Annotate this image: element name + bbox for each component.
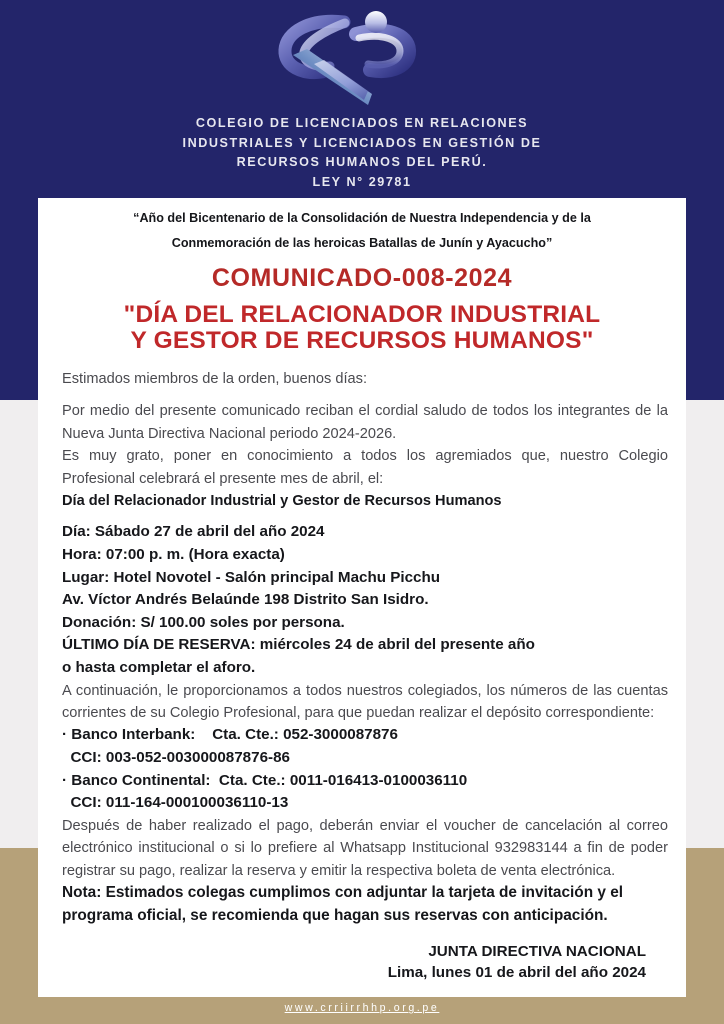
paragraph-celebration: Es muy grato, poner en conocimiento a todos los agremiados que, nuestro Colegio Profesional celebrará el presente mes de abril, el:: [62, 448, 668, 487]
detail-reservation-deadline: ÚLTIMO DÍA DE RESERVA: miércoles 24 de abril del presente año: [62, 636, 535, 654]
announcement-card: [38, 198, 686, 997]
paragraph-accounts-intro: A continuación, le proporcionamos a todos nuestros colegiados, los números de las cuentas corrientes de su Colegio Profesional, para que puedan realizar el depósito correspondiente:: [62, 682, 668, 721]
title-line-1: "DÍA DEL RELACIONADOR INDUSTRIAL: [123, 301, 601, 328]
bank-interbank-account: · Banco Interbank: Cta. Cte.: 052-3000087876: [62, 726, 398, 744]
spacer: [62, 512, 668, 521]
bank-continental-account: · Banco Continental: Cta. Cte.: 0011-016413-0100036110: [62, 771, 468, 789]
organization-law-number: LEY N° 29781: [312, 174, 412, 189]
footer-website-url[interactable]: www.crriirrhhp.org.pe: [284, 1002, 440, 1014]
poster-header: [0, 0, 724, 198]
organization-name: [0, 114, 724, 192]
signature-block: [62, 941, 668, 983]
signature-date: Lima, lunes 01 de abril del año 2024: [387, 964, 646, 982]
quote-line-1: “Año del Bicentenario de la Consolidación de Nuestra Independencia y de la: [133, 211, 591, 225]
note-text: Nota: Estimados colegas cumplimos con adjuntar la tarjeta de invitación y el programa oficial, se recomienda que hagan sus reservas con anticipación.: [62, 884, 624, 924]
signature-board: JUNTA DIRECTIVA NACIONAL: [428, 943, 646, 961]
bank-accounts-list: [62, 724, 668, 814]
title-line-2: Y GESTOR DE RECURSOS HUMANOS": [130, 327, 594, 354]
detail-capacity-note: o hasta completar el aforo.: [62, 659, 256, 676]
org-line-3: RECURSOS HUMANOS DEL PERÚ.: [236, 155, 488, 169]
bank-interbank-cci: CCI: 003-052-003000087876-86: [62, 749, 290, 766]
detail-address: Av. Víctor Andrés Belaúnde 198 Distrito San Isidro.: [62, 591, 429, 609]
detail-day: Día: Sábado 27 de abril del año 2024: [62, 523, 325, 541]
page-title: [52, 302, 672, 354]
comunicado-number: COMUNICADO-008-2024: [211, 264, 513, 292]
org-line-2: INDUSTRIALES Y LICENCIADOS EN GESTIÓN DE: [182, 135, 542, 150]
detail-venue: Lugar: Hotel Novotel - Salón principal Machu Picchu: [62, 568, 441, 586]
event-name: Día del Relacionador Industrial y Gestor de Recursos Humanos: [62, 493, 502, 510]
detail-time: Hora: 07:00 p. m. (Hora exacta): [62, 546, 285, 564]
quote-line-2: Conmemoración de las heroicas Batallas de Junín y Ayacucho”: [171, 236, 553, 250]
bicentennial-quote: [52, 206, 672, 256]
detail-donation: Donación: S/ 100.00 soles por persona.: [62, 613, 345, 631]
org-line-1: COLEGIO DE LICENCIADOS EN RELACIONES: [195, 116, 529, 130]
bank-continental-cci: CCI: 011-164-000100036110-13: [62, 794, 289, 812]
event-details-list: [62, 521, 668, 679]
paragraph-payment-instructions: Después de haber realizado el pago, deberán enviar el voucher de cancelación al correo electrónico institucional o si lo prefiere al Whatsapp Institucional 932983144 a fin de poder registrar su pago, realizar la reserva y emitir la respectiva boleta de venta electrónica.: [62, 817, 668, 879]
crirrhh-monogram-logo-icon: [252, 8, 472, 108]
announcement-body: [52, 368, 672, 983]
paragraph-salutation: Por medio del presente comunicado reciban el cordial saludo de todos los integrantes de la Nueva Junta Directiva Nacional periodo 2024-2026.: [62, 403, 668, 442]
greeting-text: Estimados miembros de la orden, buenos días:: [62, 371, 368, 387]
